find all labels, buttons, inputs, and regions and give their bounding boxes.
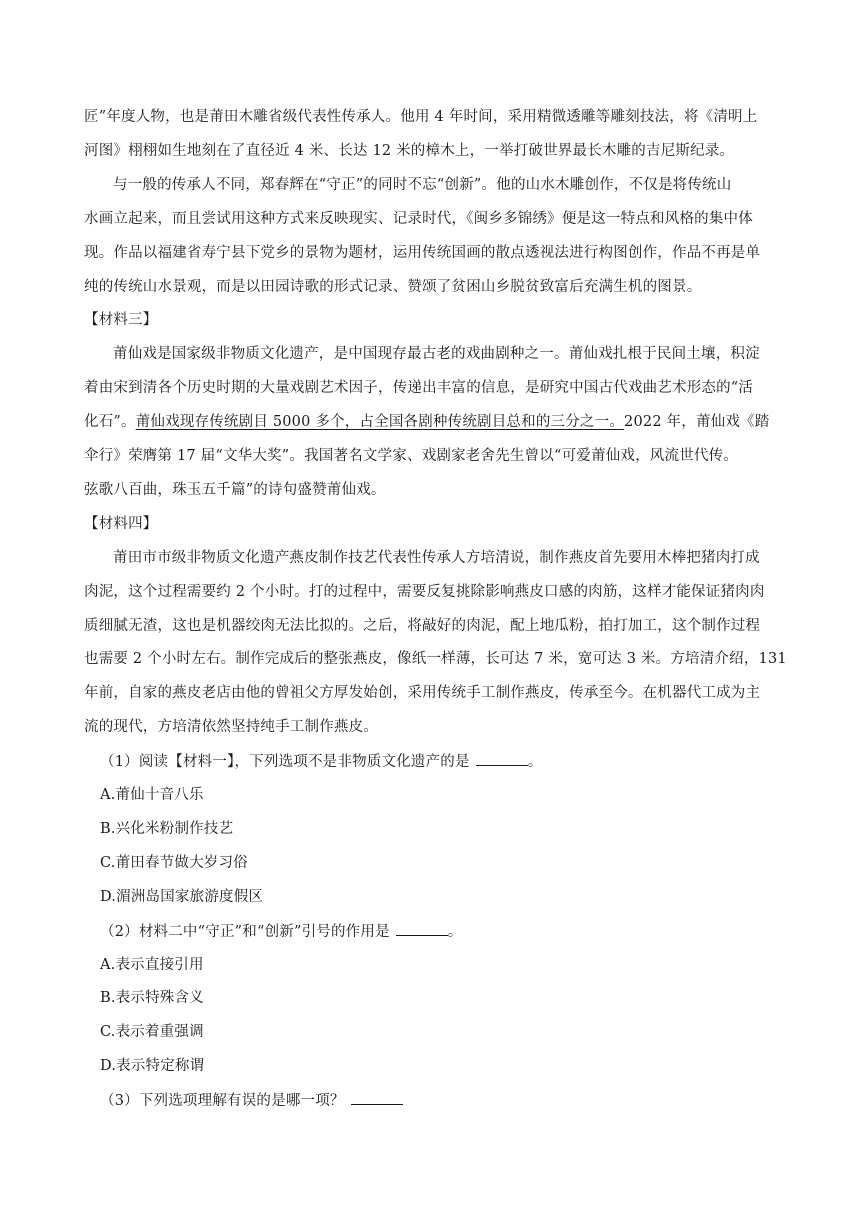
paragraph-line — [84, 412, 769, 432]
option-d: D.表示特定称谓 — [100, 1058, 205, 1075]
option-b: B.兴化米粉制作技艺 — [100, 820, 234, 837]
answer-blank[interactable] — [351, 1090, 403, 1105]
paragraph-line: 水画立起来，而且尝试用这种方式来反映现实、记录时代，《闽乡多锦绣》便是这一特点和风格的集中体 — [84, 210, 753, 227]
option-a: A.表示直接引用 — [100, 956, 204, 973]
paragraph-line: 年前，自家的燕皮老店由他的曾祖父方厚发始创，采用传统手工制作燕皮，传承至今。在机器代工成为主 — [84, 685, 761, 702]
paragraph-line: 现。作品以福建省寿宁县下党乡的景物为题材，运用传统国画的散点透视法进行构图创作，作品不再是单 — [84, 244, 761, 261]
question-text: （2）材料二中“守正”和“创新”引号的作用是 — [100, 923, 390, 940]
option-c: C.莆田春节做大岁习俗 — [100, 854, 248, 871]
answer-blank[interactable] — [476, 751, 528, 766]
text-segment: 化石”。 — [84, 414, 136, 431]
paragraph-line: 肉泥，这个过程需要约 2 个小时。打的过程中，需要反复挑除影响燕皮口感的肉筋，这样才能保证猪肉肉 — [84, 583, 765, 600]
option-d: D.湄洲岛国家旅游度假区 — [100, 888, 264, 905]
paragraph-line: 伞行》荣膺第 17 届“文华大奖”。我国著名文学家、戏剧家老舍先生曾以“可爱莆仙戏，风流世代传。 — [84, 448, 739, 464]
question-text: （3）下列选项理解有误的是哪一项？ — [100, 1093, 345, 1110]
answer-blank[interactable] — [396, 921, 448, 936]
question-3-stem — [100, 1090, 403, 1111]
text-segment: 2022 年，莆仙戏《踏 — [624, 414, 770, 431]
option-b: B.表示特殊含义 — [100, 990, 204, 1007]
option-a: A.莆仙十音八乐 — [100, 787, 204, 803]
paragraph-line: 弦歌八百曲，珠玉五千篇”的诗句盛赞莆仙戏。 — [84, 481, 386, 498]
question-2-stem — [100, 921, 462, 942]
question-text: （1）阅读【材料一】，下列选项不是非物质文化遗产的是 — [100, 754, 470, 771]
paragraph-line: 匠”年度人物，也是莆田木雕省级代表性传承人。他用 4 年时间，采用精微透雕等雕刻技法，将《清明上 — [84, 109, 758, 125]
paragraph-line: 着由宋到清各个历史时期的大量戏剧艺术因子，传递出丰富的信息，是研究中国古代戏曲艺术形态的“活 — [84, 380, 754, 397]
question-text: 。 — [527, 754, 543, 771]
question-1-stem — [100, 751, 542, 772]
question-text: 。 — [447, 923, 463, 940]
paragraph-line: 流的现代，方培清依然坚持纯手工制作燕皮。 — [84, 719, 378, 736]
paragraph-line: 与一般的传承人不同，郑春辉在“守正”的同时不忘“创新”。他的山水木雕创作，不仅是将传统山 — [113, 176, 732, 193]
paragraph-line: 莆田市市级非物质文化遗产燕皮制作技艺代表性传承人方培清说，制作燕皮首先要用木棒把猪肉打成 — [113, 549, 760, 566]
material-four-heading: 【材料四】 — [84, 515, 158, 532]
material-three-heading: 【材料三】 — [84, 312, 158, 329]
paragraph-line: 莆仙戏是国家级非物质文化遗产，是中国现存最古老的戏曲剧种之一。莆仙戏扎根于民间土壤，积淀 — [113, 346, 760, 363]
paragraph-line: 纯的传统山水景观，而是以田园诗歌的形式记录、赞颂了贫困山乡脱贫致富后充满生机的图景。 — [84, 278, 702, 295]
paragraph-line: 河图》栩栩如生地刻在了直径近 4 米、长达 12 米的樟木上，一举打破世界最长木雕的吉尼斯纪录。 — [84, 142, 735, 159]
paragraph-line: 也需要 2 个小时左右。制作完成后的整张燕皮，像纸一样薄，长可达 7 米，宽可达 3 米。方培清介绍，131 — [84, 651, 787, 668]
option-c: C.表示着重强调 — [100, 1024, 204, 1041]
paragraph-line: 质细腻无渣，这也是机器绞肉无法比拟的。之后，将敲好的肉泥，配上地瓜粉，拍打加工，这个制作过程 — [84, 617, 761, 634]
underlined-sentence: 莆仙戏现存传统剧目 5000 多个，占全国各剧种传统剧目总和的三分之一。 — [135, 414, 625, 431]
